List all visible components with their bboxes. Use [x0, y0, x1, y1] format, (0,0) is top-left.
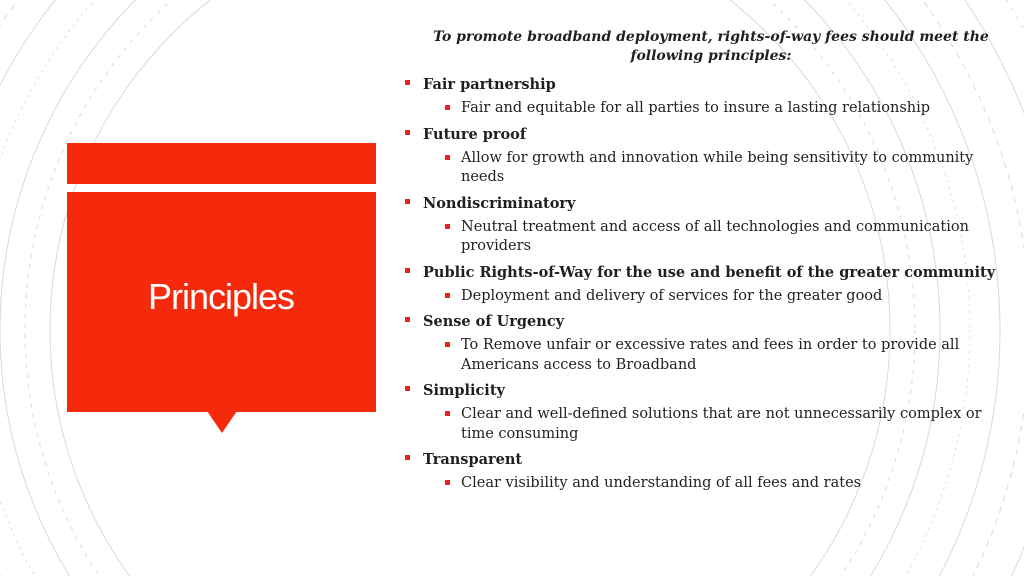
bullet-icon: [405, 199, 410, 204]
principle-heading: Nondiscriminatory: [423, 194, 576, 212]
principle-item: [404, 75, 1004, 119]
accent-bar: [67, 143, 376, 184]
principle-heading: Transparent: [423, 451, 523, 468]
principles-content: [404, 28, 1004, 500]
principle-detail: Allow for growth and innovation while being sensitivity to community needs: [461, 149, 974, 185]
bullet-icon: [405, 386, 410, 391]
slide-title: Principles: [148, 276, 295, 317]
bullet-icon: [405, 317, 410, 322]
principle-heading: Future proof: [423, 125, 527, 143]
principle-item: [404, 450, 1004, 494]
bullet-icon: [445, 105, 450, 110]
bullet-icon: [445, 480, 450, 485]
title-pointer: [207, 411, 237, 433]
bullet-icon: [445, 155, 450, 160]
bullet-icon: [405, 455, 410, 460]
principle-detail: Deployment and delivery of services for the greater good: [461, 287, 883, 304]
principle-detail: To Remove unfair or excessive rates and fees in order to provide all Americans access to Broadband: [461, 337, 960, 373]
principle-item: [404, 125, 1004, 188]
bullet-icon: [445, 224, 450, 229]
bullet-icon: [405, 130, 410, 135]
principle-heading: Sense of Urgency: [423, 313, 565, 330]
bullet-icon: [445, 293, 450, 298]
principle-detail: Fair and equitable for all parties to insure a lasting relationship: [461, 100, 931, 116]
principle-item: [404, 194, 1004, 257]
principle-heading: Public Rights-of-Way for the use and benefit of the greater community: [423, 263, 996, 281]
bullet-icon: [445, 411, 450, 416]
principle-item: [404, 312, 1004, 375]
principle-detail: Clear visibility and understanding of all fees and rates: [461, 475, 862, 491]
intro-text: To promote broadband deployment, rights-of-way fees should meet the following principles:: [433, 29, 989, 64]
bullet-icon: [445, 342, 450, 347]
bullet-icon: [405, 80, 410, 85]
principle-detail: Clear and well-defined solutions that are not unnecessarily complex or time consuming: [461, 406, 982, 442]
principle-detail: Neutral treatment and access of all technologies and communication providers: [461, 218, 969, 254]
principle-heading: Fair partnership: [423, 76, 556, 93]
principle-item: [404, 263, 1004, 307]
principle-heading: Simplicity: [423, 382, 505, 399]
principle-item: [404, 381, 1004, 444]
bullet-icon: [405, 268, 410, 273]
